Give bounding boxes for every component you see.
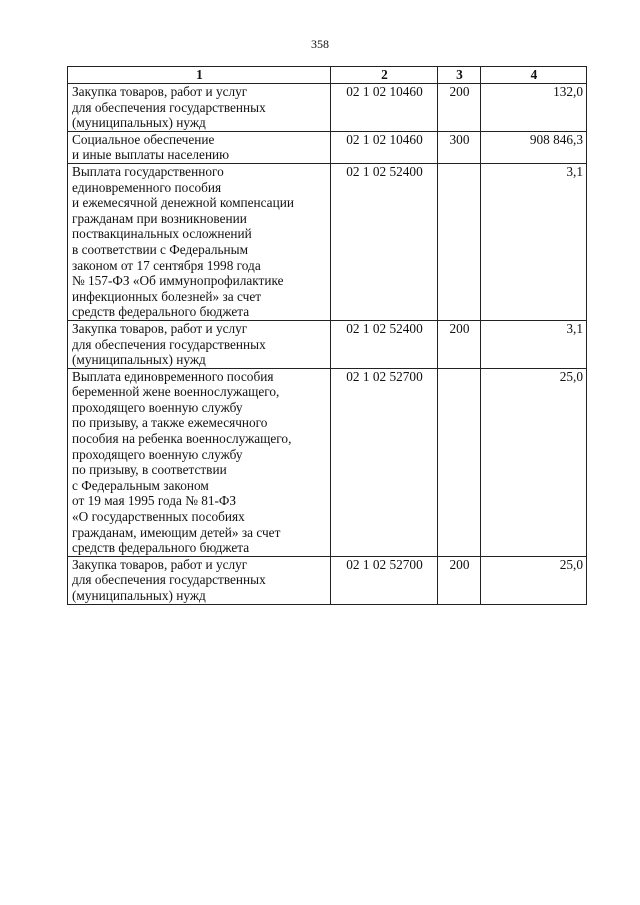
row-name: Выплата государственного единовременного пособия и ежемесячной денежной компенсации гражданам при возникновении поствакцинальных осложнений в соответствии с Федеральным законом от 17 сентября 1998 года № 157-ФЗ «Об иммунопрофилактике инфекционных болезней» за счет средств федерального бюджета bbox=[68, 163, 331, 320]
column-header-name: 1 bbox=[68, 67, 331, 84]
row-code: 02 1 02 10460 bbox=[331, 131, 438, 163]
row-type: 200 bbox=[438, 320, 481, 368]
column-header-code: 2 bbox=[331, 67, 438, 84]
row-amount: 3,1 bbox=[481, 320, 587, 368]
table-row bbox=[68, 368, 587, 556]
row-amount: 25,0 bbox=[481, 368, 587, 556]
table-row bbox=[68, 556, 587, 604]
table-header-row bbox=[68, 67, 587, 84]
row-type: 300 bbox=[438, 131, 481, 163]
row-type: 200 bbox=[438, 84, 481, 132]
row-name: Закупка товаров, работ и услуг для обеспечения государственных (муниципальных) нужд bbox=[68, 320, 331, 368]
column-header-type: 3 bbox=[438, 67, 481, 84]
row-amount: 25,0 bbox=[481, 556, 587, 604]
table-row bbox=[68, 163, 587, 320]
row-type bbox=[438, 163, 481, 320]
row-code: 02 1 02 52400 bbox=[331, 163, 438, 320]
row-type: 200 bbox=[438, 556, 481, 604]
table-row bbox=[68, 131, 587, 163]
row-name: Закупка товаров, работ и услуг для обеспечения государственных (муниципальных) нужд bbox=[68, 84, 331, 132]
row-code: 02 1 02 52700 bbox=[331, 368, 438, 556]
page-number: 358 bbox=[311, 37, 329, 51]
budget-table bbox=[67, 66, 587, 605]
row-name: Закупка товаров, работ и услуг для обеспечения государственных (муниципальных) нужд bbox=[68, 556, 331, 604]
table-row bbox=[68, 84, 587, 132]
column-header-amount: 4 bbox=[481, 67, 587, 84]
row-amount: 132,0 bbox=[481, 84, 587, 132]
row-amount: 3,1 bbox=[481, 163, 587, 320]
row-amount: 908 846,3 bbox=[481, 131, 587, 163]
row-name: Социальное обеспечение и иные выплаты населению bbox=[68, 131, 331, 163]
row-code: 02 1 02 10460 bbox=[331, 84, 438, 132]
row-name: Выплата единовременного пособия беременной жене военнослужащего, проходящего военную службу по призыву, а также ежемесячного пособия на ребенка военнослужащего, проходящего военную службу по призыву, в соответствии с Федеральным законом от 19 мая 1995 года № 81-ФЗ «О государственных пособиях гражданам, имеющим детей» за счет средств федерального бюджета bbox=[68, 368, 331, 556]
row-type bbox=[438, 368, 481, 556]
row-code: 02 1 02 52700 bbox=[331, 556, 438, 604]
table-row bbox=[68, 320, 587, 368]
row-code: 02 1 02 52400 bbox=[331, 320, 438, 368]
